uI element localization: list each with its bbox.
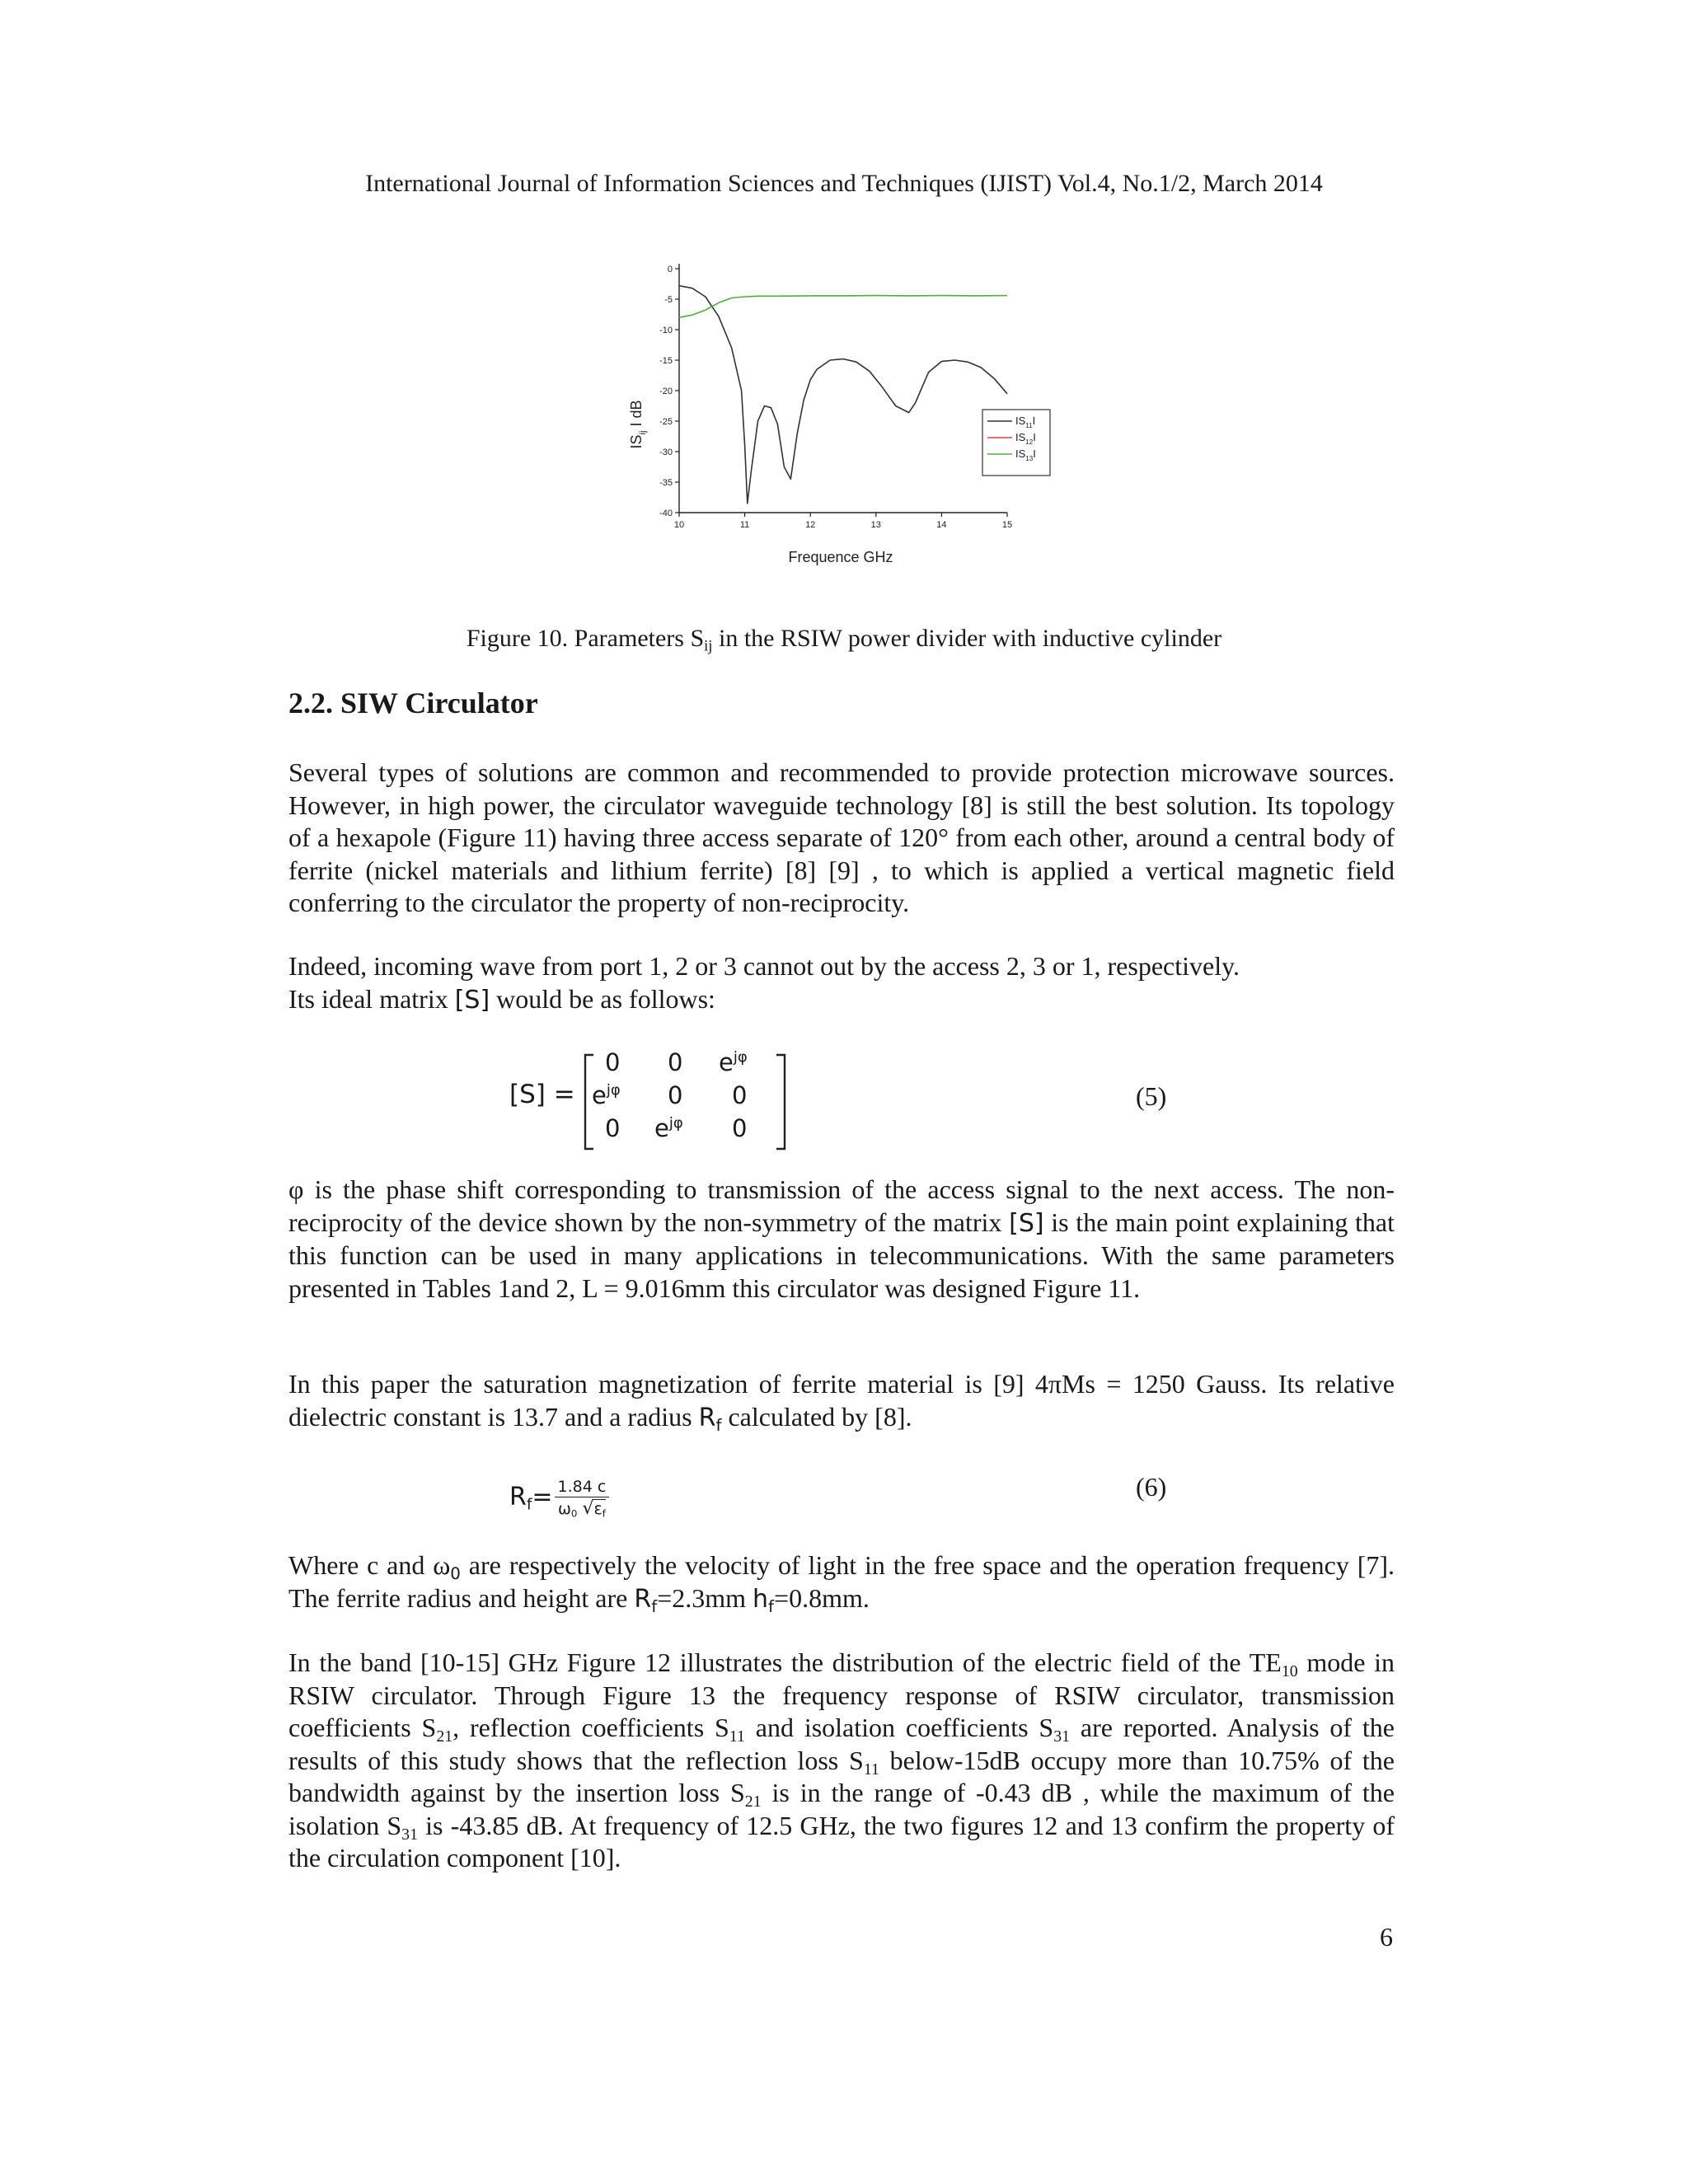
- series-line-IS13I: [679, 296, 1007, 318]
- eq5-cells: [592, 1048, 776, 1147]
- paragraph-2: [288, 950, 1395, 1016]
- x-tick-label: 12: [805, 520, 816, 530]
- y-tick-label: -10: [659, 326, 673, 335]
- sij-chart: [610, 247, 1071, 577]
- paragraph-1: Several types of solutions are common and recommended to provide protection microwave sources. However, in high power, the circulator waveguide technology [8] is still the best solution. Its topology of a hexapole (Figure 11) having three access separate of 120° from each other, around a central body of ferrite (nickel materials and lithium ferrite) [8] [9] , to which is applied a vertical magnetic field conferring to the circulator the property of non-reciprocity.: [288, 757, 1395, 917]
- chart-series-group: [679, 286, 1007, 504]
- legend-label: $IS_{13}I$: [1015, 448, 1036, 462]
- m22: 0: [668, 1081, 683, 1109]
- x-tick-label: 15: [1001, 520, 1013, 530]
- series-line-IS11I: [679, 286, 1007, 504]
- y-tick-label: -30: [659, 448, 673, 457]
- paragraph-3: φ is the phase shift corresponding to transmission of the access signal to the next access. The non-reciprocity of the device shown by the non-symmetry of the matrix [S] is the main point explaining that this function can be used in many applications in telecommunications. With the same parameters presented in Tables 1and 2, L = 9.016mm this circulator was designed Figure 11.: [288, 1174, 1395, 1303]
- page-number: 6: [1380, 1922, 1393, 1952]
- eq6-numerator: 1.84 c: [555, 1477, 610, 1497]
- x-tick-label: 10: [673, 520, 685, 530]
- legend-label: $IS_{11}I$: [1015, 415, 1036, 429]
- m32: $e^{j\varphi}$: [654, 1114, 683, 1142]
- x-tick-label: 13: [870, 520, 881, 530]
- paragraph-5: Where c and $\omega_0$ are respectively the velocity of light in the free space and the operation frequency [7]. The ferrite radius and height are $R_f=2.3mm$ $h_f=0.8mm$.: [288, 1550, 1395, 1616]
- m13: $e^{j\varphi}$: [719, 1048, 748, 1076]
- chart-axes: [659, 264, 1012, 530]
- m33: 0: [732, 1114, 748, 1142]
- paragraph-2-line-1: Indeed, incoming wave from port 1, 2 or 3 cannot out by the access 2, 3 or 1, respectively.: [288, 951, 1240, 981]
- matrix-right-bracket: [776, 1055, 785, 1149]
- eq6-denominator: $\omega_0$ $√\varepsilon_f$: [557, 1498, 606, 1520]
- y-tick-label: -40: [659, 509, 673, 518]
- journal-header: International Journal of Information Sciences and Techniques (IJIST) Vol.4, No.1/2, March 2014: [365, 170, 1323, 197]
- y-tick-label: -25: [659, 417, 673, 427]
- y-tick-label: -20: [659, 387, 673, 396]
- eq6-number: (6): [1136, 1472, 1167, 1502]
- paragraph-6: In the band [10-15] GHz Figure 12 illustrates the distribution of the electric field of the $TE_{10}$ mode in RSIW circulator. Through Figure 13 the frequency response of RSIW circulator, transmission coefficients $S_{21}$, reflection coefficients $S_{11}$ and isolation coefficients $S_{31}$ are reported. Analysis of the results of this study shows that the reflection loss $S_{11}$ below-15dB occupy more than 10.75% of the bandwidth against by the insertion loss $S_{21}$ is in the range of -0.43 dB , while the maximum of the isolation $S_{31}$ is -43.85 dB. At frequency of 12.5 GHz, the two figures 12 and 13 confirm the property of the circulation component [10].: [288, 1647, 1395, 1872]
- y-tick-label: 0: [667, 265, 673, 274]
- chart-legend: [982, 410, 1050, 476]
- paragraph-4: In this paper the saturation magnetization of ferrite material is [9] 4πMs = 1250 Gauss. Its relative dielectric constant is 13.7 and a radius $R_f$ calculated by [8].: [288, 1369, 1395, 1435]
- x-axis-label: Frequence GHz: [788, 549, 893, 565]
- y-tick-label: -5: [664, 295, 673, 305]
- x-tick-label: 11: [739, 520, 750, 530]
- m21: $e^{j\varphi}$: [592, 1081, 621, 1109]
- legend-label: $IS_{12}I$: [1015, 431, 1036, 446]
- eq5-lhs: [S] =: [509, 1080, 575, 1109]
- y-axis-label: $IS_{ij}$ I dB: [628, 400, 648, 449]
- m23: 0: [732, 1081, 748, 1109]
- paragraph-2-line-2: Its ideal matrix [S] would be as follows:: [288, 983, 715, 1015]
- m12: 0: [668, 1048, 683, 1076]
- eq5-number: (5): [1136, 1081, 1167, 1111]
- y-tick-label: -35: [659, 478, 673, 488]
- x-tick-label: 14: [936, 520, 947, 530]
- eq6: $R_f=$ $\frac{1.84 c}{\omega_0 √\varepsilon_f}$: [509, 1477, 609, 1519]
- y-tick-label: -15: [659, 356, 673, 366]
- m31: 0: [605, 1114, 621, 1142]
- figure-caption: Figure 10. Parameters $S_{ij}$ in the RSIW power divider with inductive cylinder: [466, 625, 1222, 655]
- m11: 0: [605, 1048, 621, 1076]
- section-heading: 2.2. SIW Circulator: [288, 687, 538, 719]
- eq6-fraction: [555, 1477, 610, 1519]
